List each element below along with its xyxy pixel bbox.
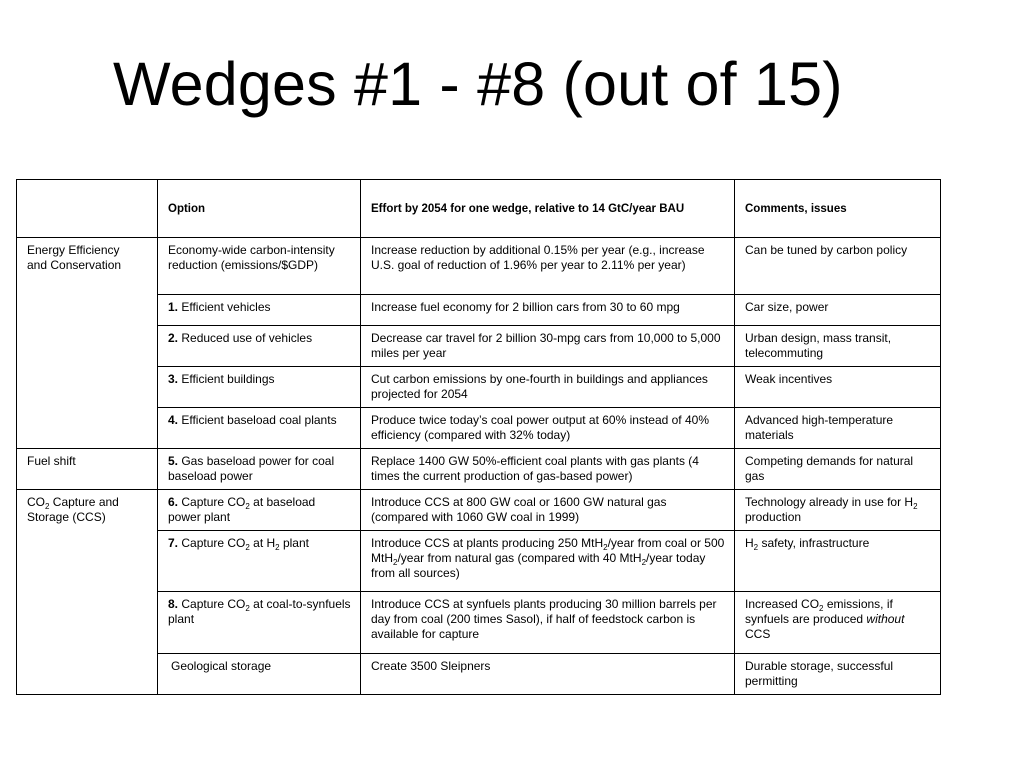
category-label: Fuel shift: [27, 454, 76, 468]
effort-cell: Replace 1400 GW 50%-efficient coal plants with gas plants (4 times the current production of gas-based power): [361, 449, 735, 490]
wedges-table: [16, 179, 941, 695]
comments-cell: Competing demands for natural gas: [735, 449, 941, 490]
option-cell: 8. Capture $CO_2$ at coal-to-synfuels plant: [158, 592, 361, 654]
effort-cell: Produce twice today’s coal power output at 60% instead of 40% efficiency (compared with 32% today): [361, 408, 735, 449]
slide-title: Wedges #1 - #8 (out of 15): [113, 50, 843, 118]
table-header-row: [17, 180, 941, 238]
table-row: [17, 449, 941, 490]
option-cell: 7. Capture $CO_2$ at $H_2$ plant: [158, 531, 361, 592]
category-fuel-shift: [17, 449, 158, 490]
header-effort: Effort by 2054 for one wedge, relative to 14 GtC/year BAU: [361, 180, 735, 238]
comments-cell: Car size, power: [735, 295, 941, 326]
comments-cell: Can be tuned by carbon policy: [735, 238, 941, 295]
effort-cell: Introduce CCS at 800 GW coal or 1600 GW natural gas (compared with 1060 GW coal in 1999): [361, 490, 735, 531]
header-option: Option: [158, 180, 361, 238]
option-cell: 5. Gas baseload power for coal baseload power: [158, 449, 361, 490]
category-label: Energy Efficiency and Conservation: [27, 243, 122, 272]
comments-cell: Durable storage, successful permitting: [735, 654, 941, 695]
comments-cell: $H_2$ safety, infrastructure: [735, 531, 941, 592]
table-row: [17, 238, 941, 295]
table-row: [17, 490, 941, 531]
comments-cell: Urban design, mass transit, telecommuting: [735, 326, 941, 367]
option-cell: 6. Capture $CO_2$ at baseload power plant: [158, 490, 361, 531]
option-cell: 2. Reduced use of vehicles: [158, 326, 361, 367]
effort-cell: Cut carbon emissions by one-fourth in buildings and appliances projected for 2054: [361, 367, 735, 408]
category-energy-efficiency: [17, 238, 158, 449]
effort-cell: Introduce CCS at synfuels plants producing 30 million barrels per day from coal (200 times Sasol), if half of feedstock carbon is available for capture: [361, 592, 735, 654]
effort-cell: Create 3500 Sleipners: [361, 654, 735, 695]
comments-cell: Technology already in use for $H_2$ production: [735, 490, 941, 531]
header-category: [17, 180, 158, 238]
effort-cell: Increase fuel economy for 2 billion cars from 30 to 60 mpg: [361, 295, 735, 326]
option-cell: 1. Efficient vehicles: [158, 295, 361, 326]
effort-cell: Decrease car travel for 2 billion 30-mpg cars from 10,000 to 5,000 miles per year: [361, 326, 735, 367]
category-ccs: [17, 490, 158, 695]
effort-cell: Introduce CCS at plants producing 250 MtH$_2$/year from coal or 500 MtH$_2$/year from natural gas (compared with 40 MtH$_2$/year today from all sources): [361, 531, 735, 592]
option-cell: Geological storage: [158, 654, 361, 695]
comments-cell: Increased $CO_2$ emissions, if synfuels are produced without CCS: [735, 592, 941, 654]
option-cell: 3. Efficient buildings: [158, 367, 361, 408]
effort-cell: Increase reduction by additional 0.15% per year (e.g., increase U.S. goal of reduction of 1.96% per year to 2.11% per year): [361, 238, 735, 295]
category-label: $CO_2$ Capture and Storage (CCS): [27, 495, 119, 524]
comments-cell: Advanced high-temperature materials: [735, 408, 941, 449]
option-cell: Economy-wide carbon-intensity reduction (emissions/$GDP): [158, 238, 361, 295]
comments-cell: Weak incentives: [735, 367, 941, 408]
option-cell: 4. Efficient baseload coal plants: [158, 408, 361, 449]
header-comments: Comments, issues: [735, 180, 941, 238]
